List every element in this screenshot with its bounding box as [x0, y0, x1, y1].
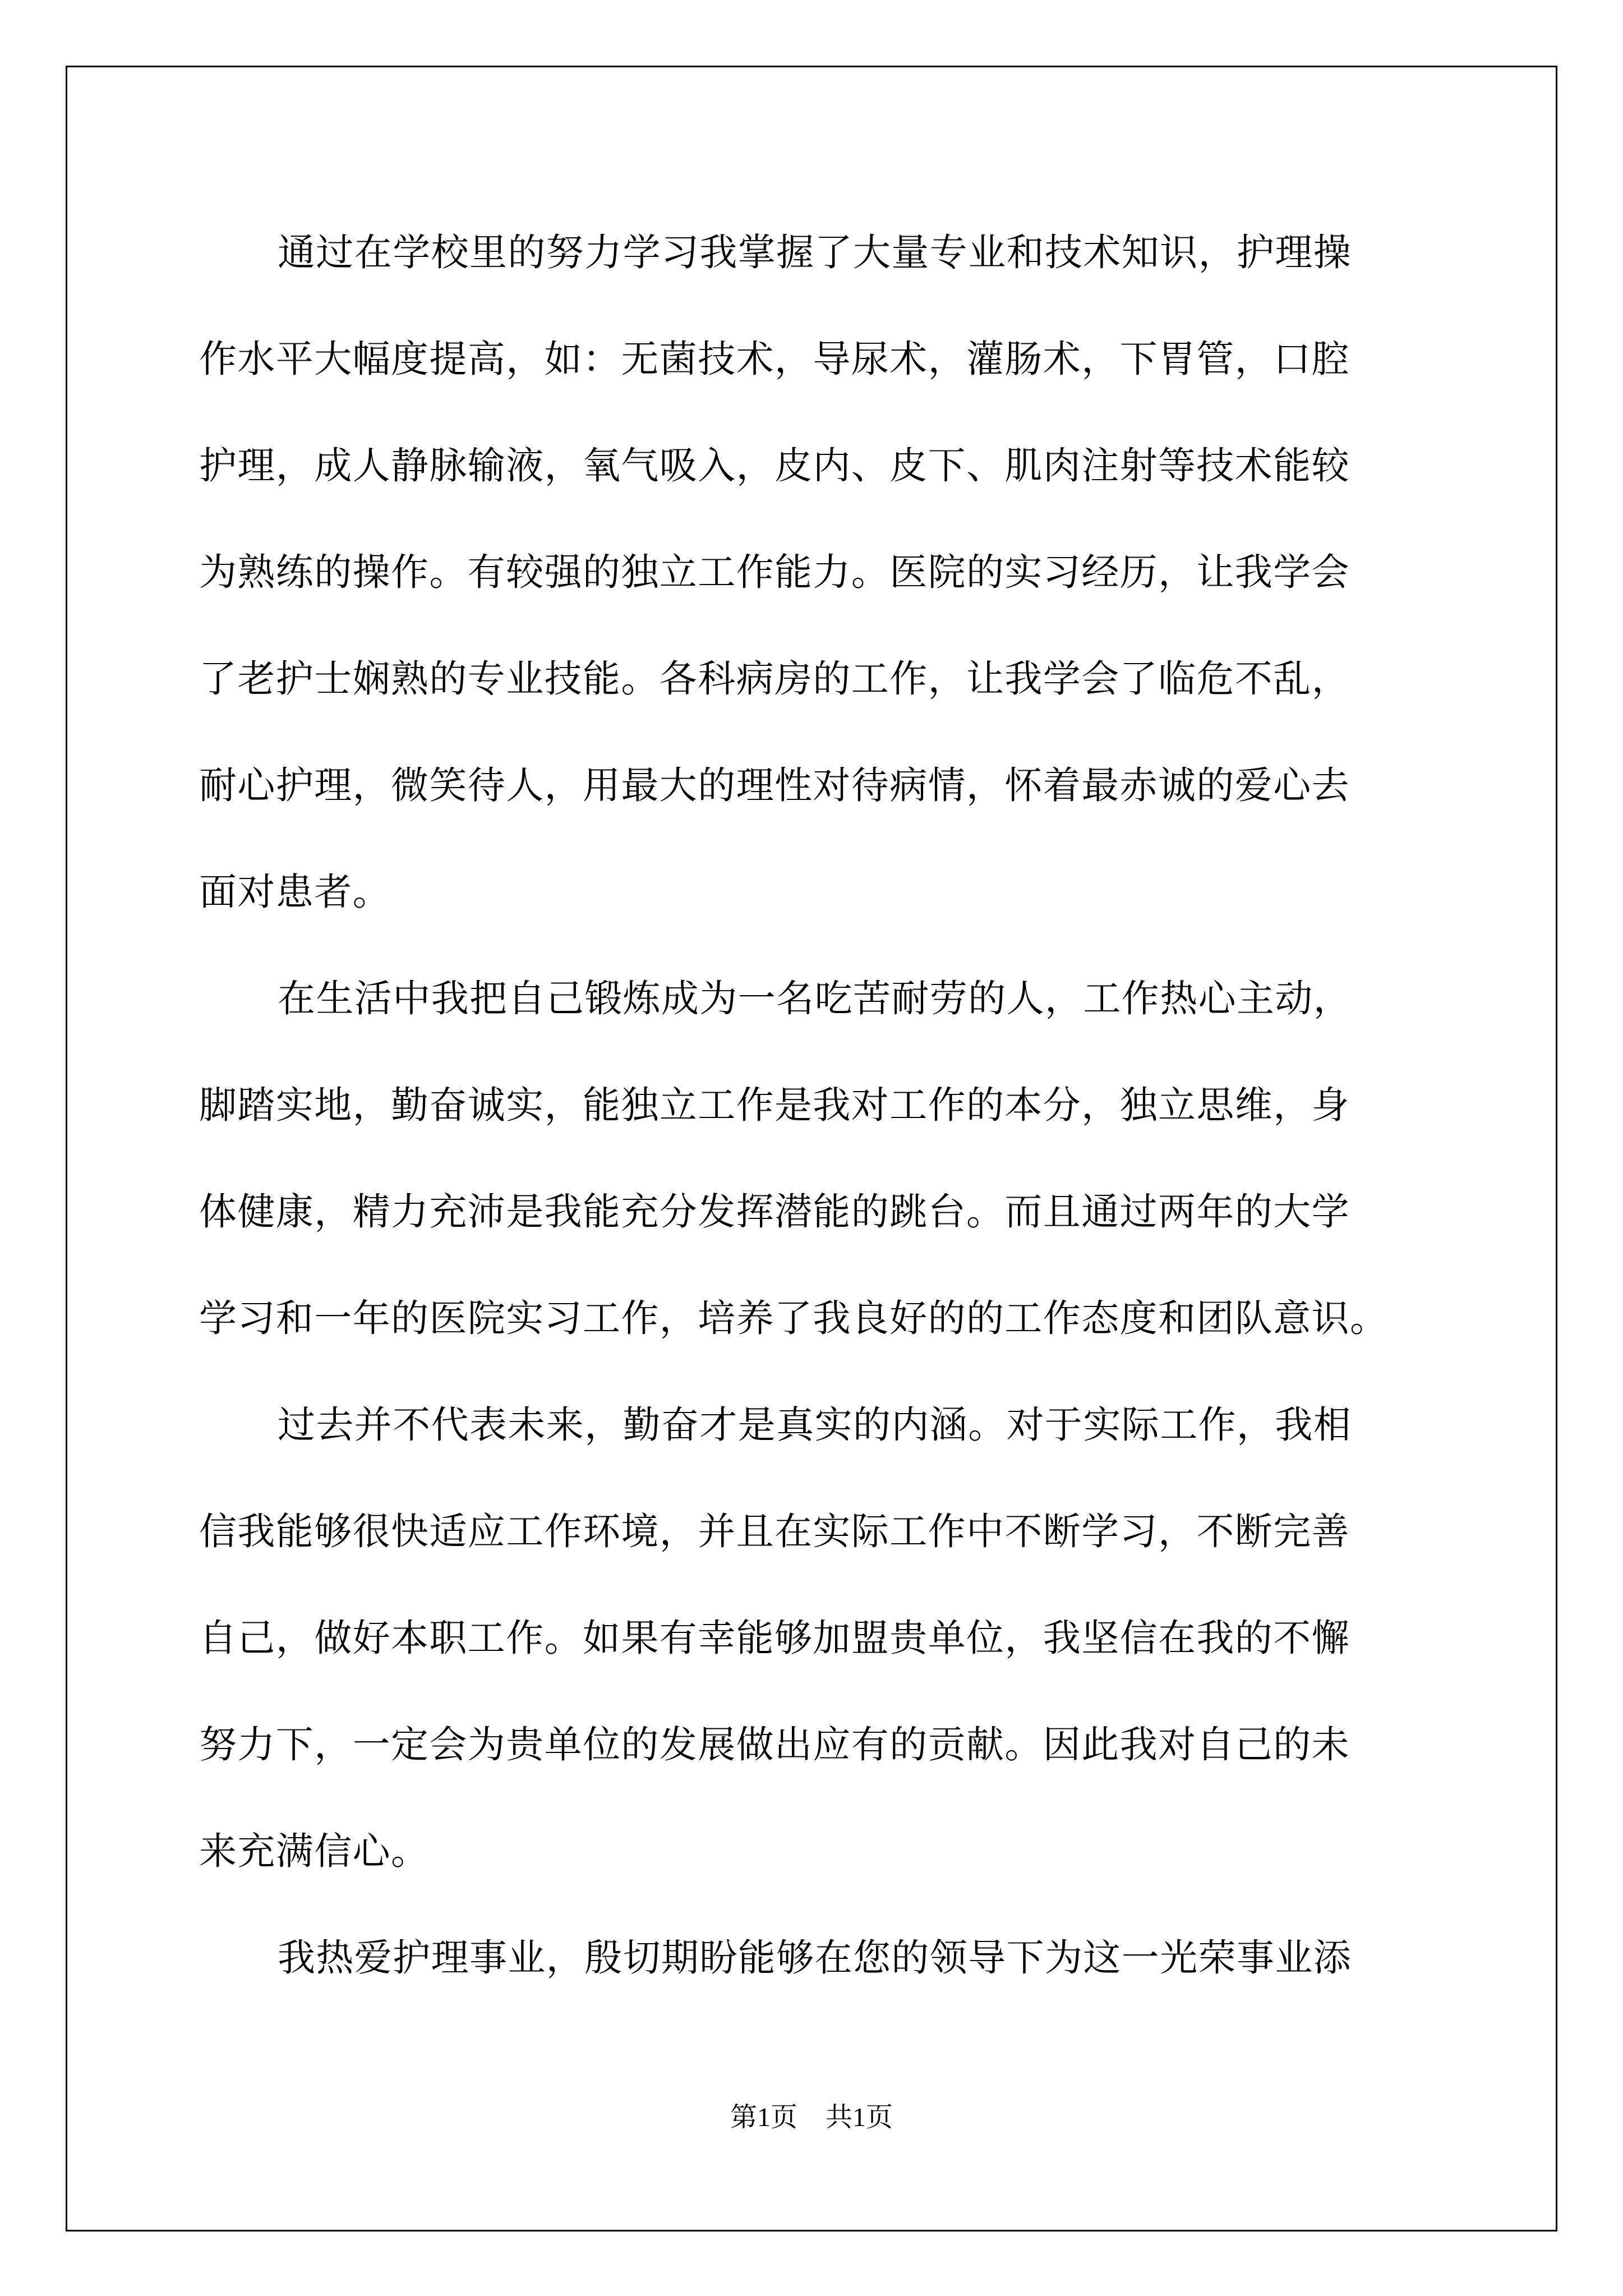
text-line: 为熟练的操作。有较强的独立工作能力。医院的实习经历，让我学会 — [199, 550, 1350, 594]
text-line: 了老护士娴熟的专业技能。各科病房的工作，让我学会了临危不乱， — [199, 657, 1350, 701]
text-line: 护理，成人静脉输液，氧气吸入，皮内、皮下、肌肉注射等技术能较 — [199, 444, 1350, 487]
text-line: 学习和一年的医院实习工作，培养了我良好的的工作态度和团队意识。 — [199, 1296, 1389, 1340]
text-line: 过去并不代表未来，勤奋才是真实的内涵。对于实际工作，我相 — [278, 1403, 1352, 1447]
text-line: 通过在学校里的努力学习我掌握了大量专业和技术知识，护理操 — [278, 231, 1352, 274]
text-line: 来充满信心。 — [199, 1829, 430, 1873]
text-line: 作水平大幅度提高，如：无菌技术，导尿术，灌肠术，下胃管，口腔 — [199, 337, 1350, 381]
text-line: 自己，做好本职工作。如果有幸能够加盟贵单位，我坚信在我的不懈 — [199, 1616, 1350, 1660]
page-footer — [0, 2098, 1623, 2137]
text-line: 在生活中我把自己锻炼成为一名吃苦耐劳的人，工作热心主动， — [278, 977, 1352, 1020]
text-line: 我热爱护理事业，殷切期盼能够在您的领导下为这一光荣事业添 — [278, 1936, 1352, 1980]
text-line: 信我能够很快适应工作环境，并且在实际工作中不断学习，不断完善 — [199, 1510, 1350, 1553]
text-line: 脚踏实地，勤奋诚实，能独立工作是我对工作的本分，独立思维，身 — [199, 1083, 1350, 1127]
text-line: 努力下，一定会为贵单位的发展做出应有的贡献。因此我对自己的未 — [199, 1723, 1350, 1766]
text-line: 体健康，精力充沛是我能充分发挥潜能的跳台。而且通过两年的大学 — [199, 1190, 1350, 1234]
page-number: 第1页 — [730, 2102, 797, 2132]
text-line: 面对患者。 — [199, 870, 391, 914]
page-total: 共1页 — [826, 2102, 893, 2132]
text-line: 耐心护理，微笑待人，用最大的理性对待病情，怀着最赤诚的爱心去 — [199, 763, 1350, 807]
